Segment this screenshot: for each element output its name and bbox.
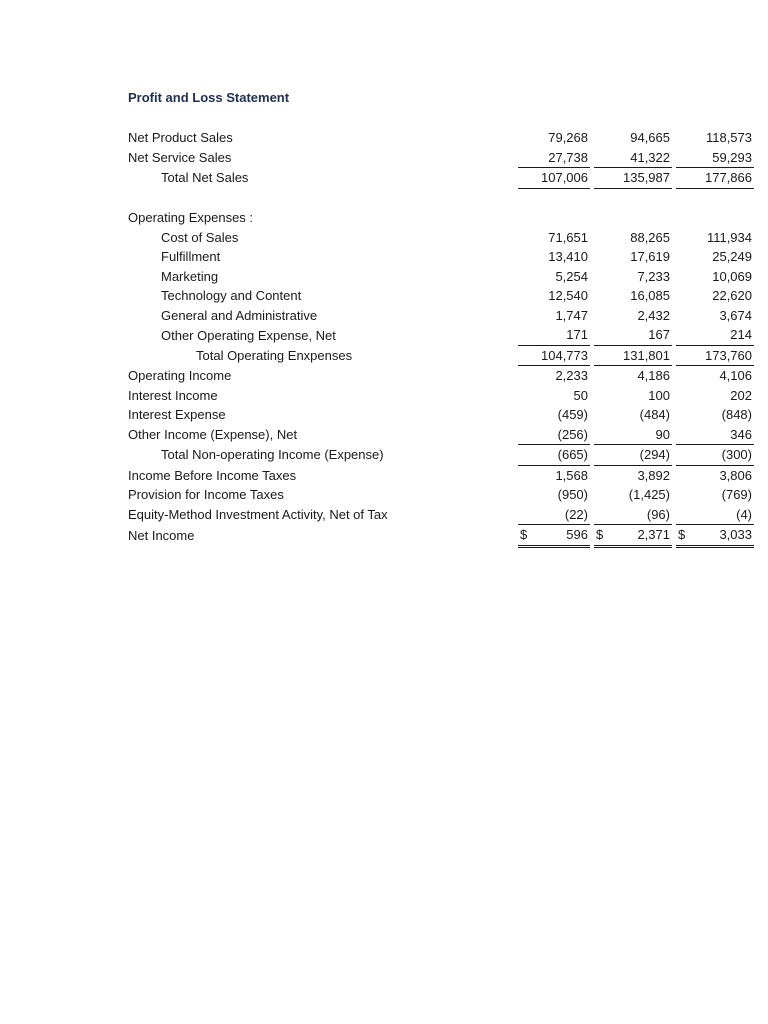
table-row xyxy=(128,148,754,168)
value-cell-col2: 16,085 xyxy=(630,288,670,304)
value-cell-col2: 135,987 xyxy=(594,168,672,189)
value-cell-col2: 94,665 xyxy=(630,130,670,146)
value-text: 596 xyxy=(566,527,588,543)
value-cell-col2: (1,425) xyxy=(628,487,670,503)
value-cell-col3: 214 xyxy=(730,327,752,343)
value-cell-col3: (769) xyxy=(721,487,752,503)
value-cell-col3: 4,106 xyxy=(719,368,752,384)
value-cell-col1: 27,738 xyxy=(548,149,588,165)
table-row xyxy=(128,525,754,547)
page-title: Profit and Loss Statement xyxy=(128,90,290,105)
value-cell-col1 xyxy=(518,188,590,208)
row-label: Other Operating Expense, Net xyxy=(161,327,336,343)
row-label: General and Administrative xyxy=(161,307,318,323)
row-label: Provision for Income Taxes xyxy=(128,487,284,503)
value-cell-col3: 346 xyxy=(730,426,752,442)
value-cell-col2: 17,619 xyxy=(630,249,670,265)
value-cell-col2: 4,186 xyxy=(637,368,670,384)
table-row xyxy=(128,425,754,445)
value-cell-col2: 100 xyxy=(648,387,670,403)
value-cell-col2: 3,892 xyxy=(637,467,670,483)
table-row xyxy=(128,228,754,248)
value-cell-col2 xyxy=(594,188,672,208)
value-cell-col2: 167 xyxy=(648,327,670,343)
row-label: Cost of Sales xyxy=(161,229,239,245)
table-row xyxy=(128,345,754,366)
value-cell-col3: (848) xyxy=(721,407,752,423)
value-cell-col1: 50 xyxy=(573,387,588,403)
row-label: Equity-Method Investment Activity, Net of Tax xyxy=(128,507,388,522)
value-text: 3,033 xyxy=(719,527,752,543)
currency-symbol: $ xyxy=(520,527,528,543)
value-cell-col1: (256) xyxy=(557,426,588,442)
value-cell-col3 xyxy=(676,208,754,228)
table-row xyxy=(128,188,754,208)
value-cell-col1: 104,773 xyxy=(518,345,590,366)
value-cell-col1: 107,006 xyxy=(518,168,590,189)
value-cell-col3: 173,760 xyxy=(676,345,754,366)
currency-symbol: $ xyxy=(596,527,604,543)
value-cell-col3: 22,620 xyxy=(712,288,752,304)
value-cell-col2: (484) xyxy=(639,407,670,423)
value-cell-col1 xyxy=(518,525,590,547)
row-label: Interest Income xyxy=(128,387,218,403)
row-label: Marketing xyxy=(161,268,219,284)
value-cell-col2: 131,801 xyxy=(594,345,672,366)
value-cell-col2: (96) xyxy=(646,506,670,522)
value-cell-col2: 41,322 xyxy=(630,149,670,165)
value-cell-col3 xyxy=(676,188,754,208)
row-label: Operating Income xyxy=(128,368,232,383)
profit-loss-table xyxy=(128,128,754,548)
value-cell-col1: (22) xyxy=(564,506,588,522)
value-cell-col3: 202 xyxy=(730,387,752,403)
value-cell-col3: 177,866 xyxy=(676,168,754,189)
value-cell-col1: 12,540 xyxy=(548,288,588,304)
row-label: Income Before Income Taxes xyxy=(128,467,297,483)
table-row xyxy=(128,366,754,386)
value-cell-col3: 59,293 xyxy=(712,149,752,165)
value-cell-col1: 2,233 xyxy=(555,368,588,384)
row-label: Technology and Content xyxy=(161,288,302,304)
value-cell-col3: 3,806 xyxy=(719,467,752,483)
value-cell-col2: 88,265 xyxy=(630,229,670,245)
table-row xyxy=(128,465,754,485)
value-cell-col1: 71,651 xyxy=(548,229,588,245)
row-label: Net Service Sales xyxy=(128,150,232,165)
value-cell-col3: 3,674 xyxy=(719,307,752,323)
value-cell-col2 xyxy=(594,525,672,547)
table-row xyxy=(128,325,754,345)
value-cell-col1: (950) xyxy=(557,487,588,503)
row-label: Operating Expenses : xyxy=(128,210,254,226)
value-cell-col3: 10,069 xyxy=(712,268,752,284)
value-cell-col2 xyxy=(594,208,672,228)
row-label: Total Net Sales xyxy=(161,170,249,186)
currency-symbol: $ xyxy=(678,527,686,543)
value-cell-col3: 118,573 xyxy=(705,130,752,146)
table-row xyxy=(128,306,754,326)
row-label: Total Non-operating Income (Expense) xyxy=(161,447,384,463)
table-row xyxy=(128,445,754,466)
value-cell-col3: 111,934 xyxy=(706,229,752,245)
value-cell-col1: 5,254 xyxy=(555,268,588,284)
value-cell-col1: (665) xyxy=(518,445,590,466)
row-label: Fulfillment xyxy=(161,249,221,265)
value-cell-col2: 2,432 xyxy=(637,307,670,323)
value-cell-col1: 79,268 xyxy=(548,130,588,146)
value-cell-col2: 90 xyxy=(655,426,670,442)
table-row xyxy=(128,286,754,306)
table-row xyxy=(128,405,754,425)
value-cell-col1: 171 xyxy=(566,327,588,343)
table-row xyxy=(128,505,754,525)
table-row xyxy=(128,267,754,287)
row-label: Total Operating Enxpenses xyxy=(196,347,353,363)
value-cell-col3 xyxy=(676,525,754,547)
table-row xyxy=(128,128,754,148)
value-cell-col3: (300) xyxy=(676,445,754,466)
row-label: Other Income (Expense), Net xyxy=(128,427,298,442)
table-row xyxy=(128,485,754,505)
value-text: 2,371 xyxy=(637,527,670,543)
table-row xyxy=(128,386,754,406)
table-row xyxy=(128,247,754,267)
row-label: Net Product Sales xyxy=(128,130,233,146)
value-cell-col2: (294) xyxy=(594,445,672,466)
row-label: Interest Expense xyxy=(128,407,226,423)
value-cell-col3: 25,249 xyxy=(712,249,752,265)
row-label: Net Income xyxy=(128,527,195,543)
table-row xyxy=(128,168,754,189)
value-cell-col2: 7,233 xyxy=(637,268,670,284)
value-cell-col1: 1,747 xyxy=(555,307,588,323)
value-cell-col1: 1,568 xyxy=(555,467,588,483)
value-cell-col1: 13,410 xyxy=(548,249,588,265)
value-cell-col1: (459) xyxy=(557,407,588,423)
value-cell-col1 xyxy=(518,208,590,228)
row-label xyxy=(128,188,514,208)
value-cell-col3: (4) xyxy=(736,506,752,522)
table-row xyxy=(128,208,754,228)
